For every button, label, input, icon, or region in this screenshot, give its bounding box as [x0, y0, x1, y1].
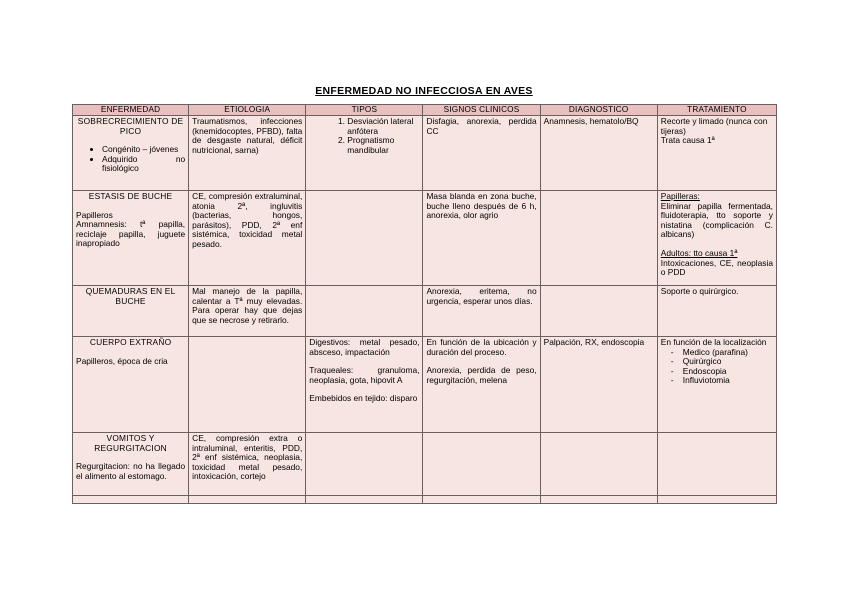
cell-empty: [189, 496, 306, 504]
cell-types: [306, 286, 423, 337]
cell-diagnosis: [540, 191, 657, 286]
cell-diagnosis: [540, 433, 657, 496]
treatment-text: Eliminar papilla fermentada, fluidoterapia, tto soporte y nistatina (complicación C. albicans): [660, 200, 773, 240]
treatment-heading: Adultos: tto causa 1ª: [660, 247, 738, 258]
signs-line: En función de la ubicación y duración del proceso.: [426, 337, 537, 357]
table-row: [73, 286, 777, 337]
cell-etiology: Mal manejo de la papilla, calentar a Tª muy elevadas. Para operar hay que dejas que se necrose y retirarlo.: [189, 286, 306, 337]
disease-name: ESTASIS DE BUCHE: [88, 191, 173, 201]
cell-treatment: [657, 433, 776, 496]
disease-name: VOMITOS Y REGURGITACION: [94, 433, 167, 453]
disease-note: Regurgitacion: no ha llegado el alimento al estomago.: [76, 461, 186, 481]
treatment-intro: En función de la localización: [660, 337, 767, 347]
cell-diagnosis: Palpación, RX, endoscopia: [540, 337, 657, 433]
list-item: 2. Prognatismo mandibular: [347, 136, 419, 155]
table-row-empty: [73, 496, 777, 504]
cell-disease: [73, 433, 189, 496]
cell-types: [306, 433, 423, 496]
cell-signs: [423, 337, 540, 433]
disease-name: QUEMADURAS EN EL BUCHE: [85, 286, 176, 306]
cell-signs: Masa blanda en zona buche, buche lleno después de 6 h, anorexia, olor agrio: [423, 191, 540, 286]
cell-etiology: CE, compresión extra o intraluminal, enteritis, PDD, 2ª enf sistémica, neoplasia, toxicidad metal pesado, intoxicación, cortejo: [189, 433, 306, 496]
treatment-list: [661, 348, 773, 386]
header-signos: SIGNOS CLINICOS: [423, 105, 540, 116]
list-item: - Quirúrgico: [683, 357, 773, 367]
cell-signs: Disfagia, anorexia, perdida CC: [423, 116, 540, 191]
list-item: - Endoscopia: [683, 367, 773, 377]
cell-disease: [73, 337, 189, 433]
cell-empty: [423, 496, 540, 504]
disease-name: CUERPO EXTRAÑO: [89, 337, 172, 347]
cell-diagnosis: [540, 286, 657, 337]
document-title: ENFERMEDAD NO INFECCIOSA EN AVES: [315, 85, 533, 97]
cell-disease: [73, 191, 189, 286]
treatment-line: Recorte y limado (nunca con tijeras): [660, 116, 768, 136]
header-tratamiento: TRATAMIENTO: [657, 105, 776, 116]
cell-disease: [73, 116, 189, 191]
list-item: - Influviotomia: [683, 376, 773, 386]
signs-line: Anorexia, perdida de peso, regurgitación, melena: [426, 365, 537, 385]
disease-note: Amnamnesis: tª papilla, reciclaje papilla, juguete inapropiado: [76, 219, 186, 249]
cell-etiology: [189, 337, 306, 433]
cell-treatment: Soporte o quirúrgico.: [657, 286, 776, 337]
list-item: 1. Desviación lateral anfótera: [347, 117, 419, 136]
types-line: Embebidos en tejido: disparo: [309, 393, 418, 404]
cell-diagnosis: Anamnesis, hematolo/BQ: [540, 116, 657, 191]
table-row: [73, 191, 777, 286]
list-item: • Adquirido no fisiológico: [102, 155, 185, 174]
disease-name: SOBRECRECIMIENTO DE PICO: [77, 116, 184, 136]
treatment-text: Intoxicaciones, CE, neoplasia o PDD: [660, 257, 773, 278]
cell-types: [306, 116, 423, 191]
types-line: Traqueales: granuloma, neoplasia, gota, hipovit A: [309, 365, 420, 385]
cell-treatment: [657, 116, 776, 191]
cell-empty: [73, 496, 189, 504]
cell-etiology: Traumatismos, infecciones (knemidocoptes, PFBD), falta de desgaste natural, déficit nutricional, sarna): [189, 116, 306, 191]
header-diagnostico: DIAGNOSTICO: [540, 105, 657, 116]
disease-table: [72, 104, 777, 504]
cell-empty: [540, 496, 657, 504]
cell-types: [306, 191, 423, 286]
types-line: Digestivos: metal pesado, absceso, impactación: [309, 337, 420, 357]
table-row: [73, 433, 777, 496]
list-item: - Medico (parafina): [683, 348, 773, 358]
table-header-row: [73, 105, 777, 116]
cell-etiology: CE, compresión extraluminal, atonia 2ª, ingluvitis (bacterias, hongos, parásitos), PDD, 2ª enf sistémica, toxicidad metal pesado.: [189, 191, 306, 286]
cell-empty: [657, 496, 776, 504]
cell-types: [306, 337, 423, 433]
header-enfermedad: ENFERMEDAD: [73, 105, 189, 116]
treatment-line: Trata causa 1ª: [660, 135, 715, 146]
cell-disease: [73, 286, 189, 337]
table-row: [73, 337, 777, 433]
disease-note: Papilleros, época de cria: [76, 355, 168, 366]
disease-subtypes: [76, 145, 185, 174]
cell-signs: [423, 433, 540, 496]
list-item: • Congénito – jóvenes: [102, 145, 185, 155]
types-list: [309, 117, 419, 155]
header-etiologia: ETIOLOGIA: [189, 105, 306, 116]
cell-empty: [306, 496, 423, 504]
disease-note: Papilleros: [76, 209, 113, 220]
cell-treatment: [657, 191, 776, 286]
table-row: [73, 116, 777, 191]
header-tipos: TIPOS: [306, 105, 423, 116]
treatment-heading: Papilleras:: [660, 191, 700, 201]
cell-treatment: [657, 337, 776, 433]
cell-signs: Anorexia, eritema, no urgencia, esperar unos días.: [423, 286, 540, 337]
